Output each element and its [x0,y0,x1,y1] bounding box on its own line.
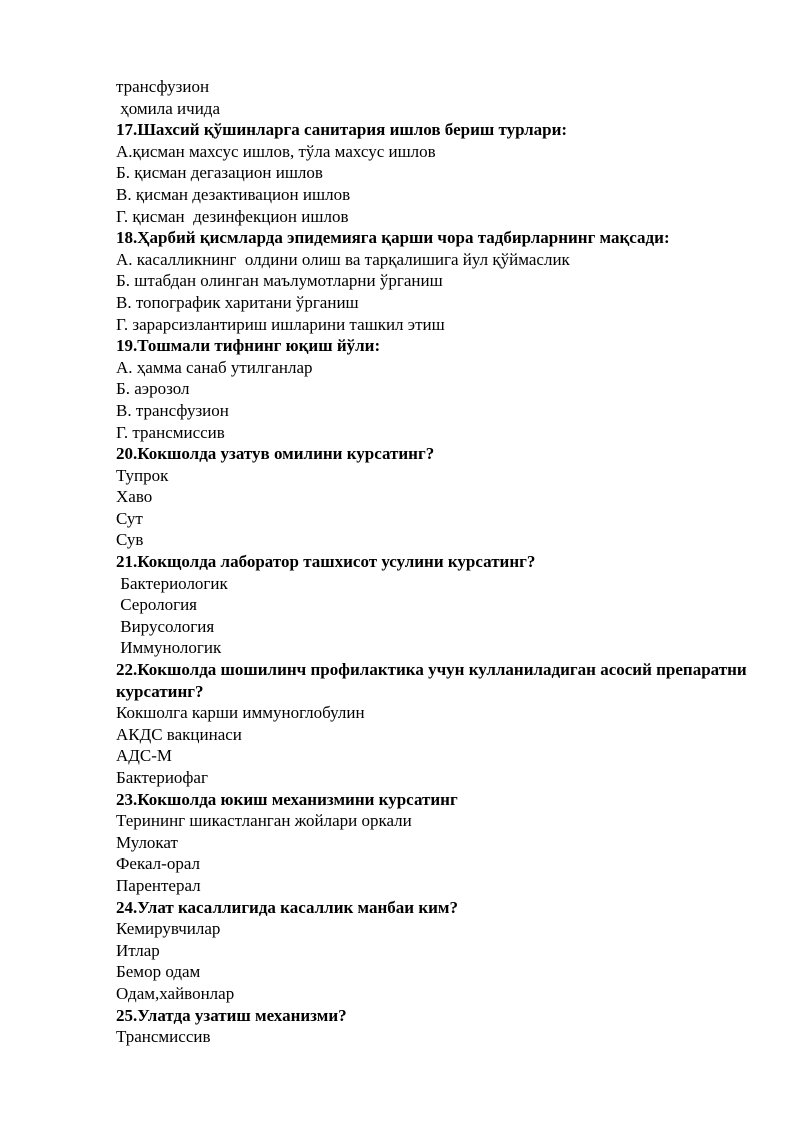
question-title: 19.Тошмали тифнинг юқиш йўли: [116,336,381,356]
question-19 [116,335,756,443]
answer-option: Бактериологик [116,573,228,593]
answer-option: В. трансфузион [116,400,229,420]
answer-option: АДС-М [116,746,172,766]
answer-option: А. касалликнинг олдини олиш ва тарқалишига йул қўймаслик [116,249,570,269]
answer-option: А. ҳамма санаб утилганлар [116,357,313,377]
answer-option: Кемирувчилар [116,919,221,939]
answer-option: Сут [116,508,143,528]
answer-option: Фекал-орал [116,854,200,874]
lead-line: трансфузион [116,77,210,96]
answer-option: Кокшолга карши иммуноглобулин [116,703,365,723]
answer-option: Г. қисман дезинфекцион ишлов [116,206,349,226]
answer-option: Г. трансмиссив [116,422,225,442]
question-24 [116,897,756,1005]
answer-option: Б. аэрозол [116,379,190,399]
answer-option: Вирусология [116,616,215,636]
question-25 [116,1005,756,1048]
answer-option: Б. штабдан олинган маълумотларни ўрганиш [116,271,443,291]
answer-option: Итлар [116,940,160,960]
answer-option: Г. зарарсизлантириш ишларини ташкил этиш [116,314,445,334]
question-23 [116,789,756,897]
answer-option: Б. қисман дегазацион ишлов [116,163,323,183]
question-title: 24.Улат касаллигида касаллик манбаи ким? [116,897,459,917]
answer-option: В. қисман дезактивацион ишлов [116,184,351,204]
answer-option: Мулокат [116,832,178,852]
question-21 [116,551,756,659]
answer-option: Серология [116,595,197,615]
document-page [116,76,756,1048]
answer-option: Хаво [116,487,153,507]
answer-option: Тупрок [116,465,169,485]
answer-option: Одам,хайвонлар [116,983,235,1003]
question-title: 20.Кокшолда узатув омилини курсатинг? [116,444,435,464]
answer-option: Сув [116,530,144,550]
answer-option: А.қисман махсус ишлов, тўла махсус ишлов [116,141,436,161]
question-title: 23.Кокшолда юкиш механизмини курсатинг [116,789,458,809]
lead-line: ҳомила ичида [116,98,221,118]
answer-option: Терининг шикастланган жойлари оркали [116,811,412,831]
answer-option: Парентерал [116,875,201,895]
question-title: 21.Кокщолда лаборатор ташхисот усулини курсатинг? [116,552,536,572]
question-17 [116,119,756,227]
answer-option: Трансмиссив [116,1027,211,1047]
question-20 [116,443,756,551]
question-22 [116,659,756,789]
question-18 [116,227,756,335]
answer-option: АКДС вакцинаси [116,724,242,744]
question-title: 22.Кокшолда шошилинч профилактика учун кулланиладиган асосий препаратни курсатинг? [116,660,747,701]
question-title: 17.Шахсий қўшинларга санитария ишлов бериш турлари: [116,120,568,140]
answer-option: Бемор одам [116,962,201,982]
answer-option: Бактериофаг [116,768,208,787]
question-title: 25.Улатда узатиш механизми? [116,1005,347,1025]
question-title: 18.Ҳарбий қисмларда эпидемияга қарши чора тадбирларнинг мақсади: [116,228,670,248]
answer-option: Иммунологик [116,638,222,658]
answer-option: В. топографик харитани ўрганиш [116,292,359,312]
